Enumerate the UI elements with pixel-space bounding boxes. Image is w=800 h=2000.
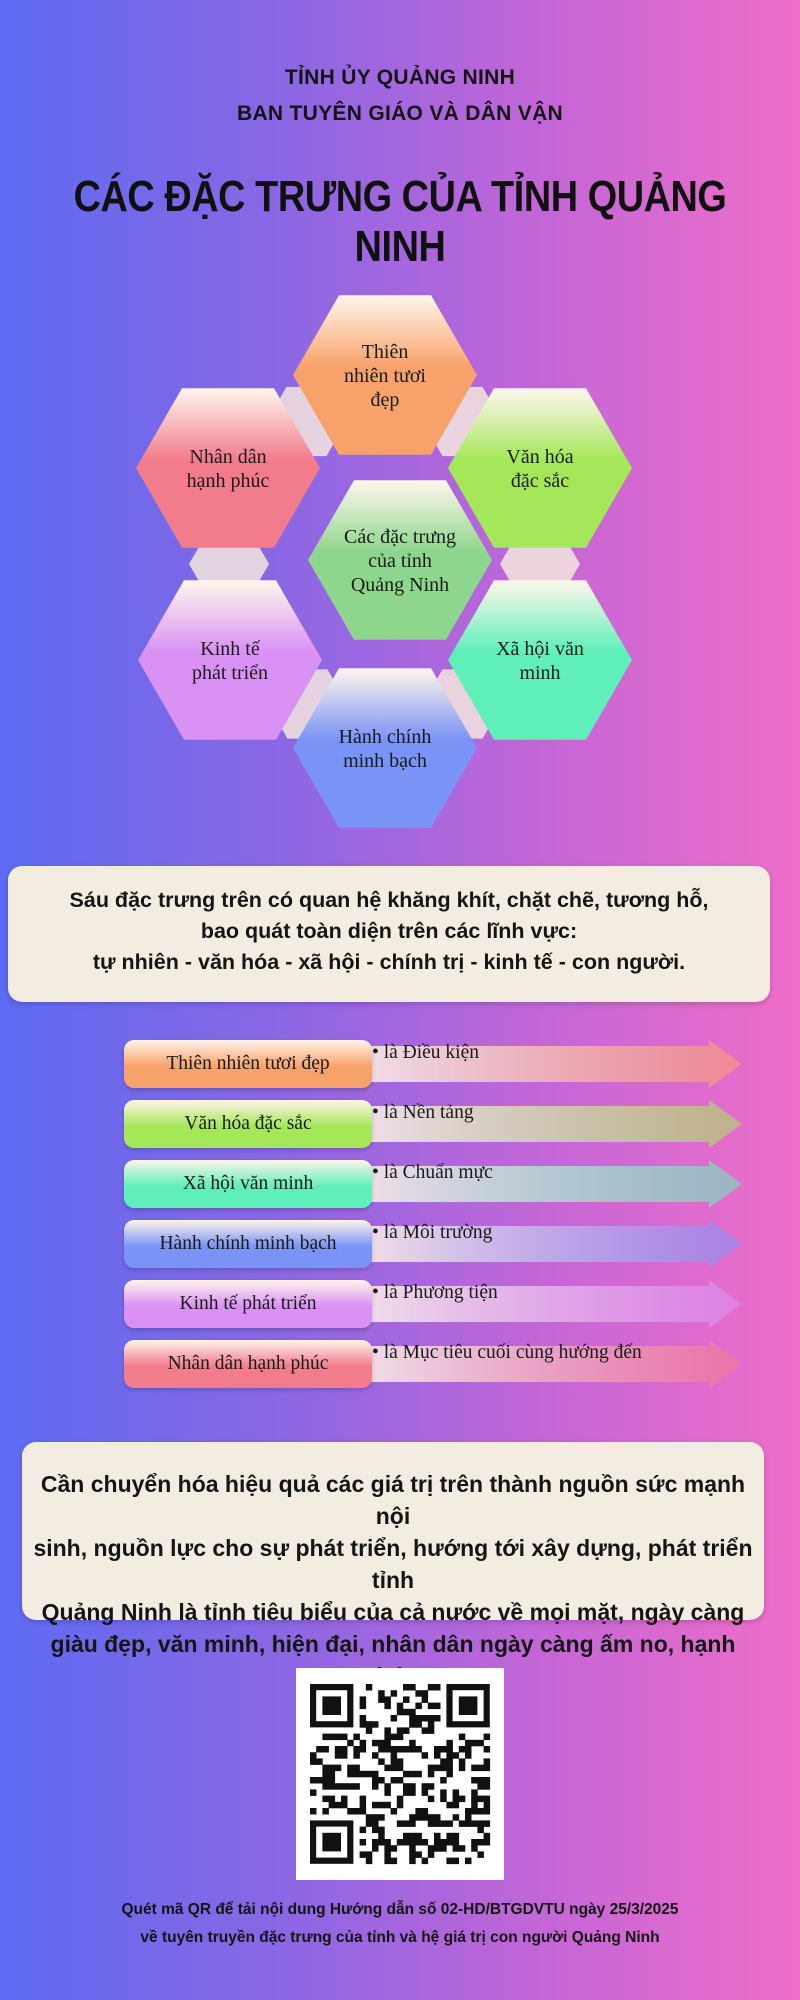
roles-list: [0, 1036, 800, 1396]
role-row: [124, 1336, 744, 1392]
conclusion-line-1: Cần chuyển hóa hiệu quả các giá trị trên thành nguồn sức mạnh nội: [40, 1471, 746, 1529]
role-description: • là Điều kiện: [372, 1042, 480, 1063]
qr-code-image: [296, 1668, 504, 1880]
role-description: • là Nền tảng: [372, 1102, 474, 1123]
conclusion-line-2: sinh, nguồn lực cho sự phát triển, hướng tới xây dựng, phát triển tỉnh: [33, 1535, 753, 1593]
role-label: Văn hóa đặc sắc: [124, 1100, 372, 1148]
role-label: Thiên nhiên tươi đẹp: [124, 1040, 372, 1088]
hexagon-node-4-label: Hành chính: [338, 726, 432, 748]
hexagon-node-1-label: nhiên tươi: [344, 365, 426, 387]
role-row: [124, 1276, 744, 1332]
conclusion-line-3: Quảng Ninh là tỉnh tiêu biểu của cả nước về mọi mặt, ngày càng: [41, 1599, 745, 1625]
characteristics-hexagon-diagram: [0, 280, 800, 840]
hexagon-center-label: Quảng Ninh: [350, 574, 450, 596]
qr-caption-line-1: Quét mã QR để tải nội dung Hướng dẫn số 02-HD/BTGDVTU ngày 25/3/2025: [121, 1901, 679, 1918]
hexagon-center-label: Các đặc trưng: [344, 526, 456, 548]
role-description: • là Chuẩn mực: [372, 1162, 493, 1183]
hexagon-center-label: của tỉnh: [368, 550, 432, 572]
hexagon-center: [308, 480, 492, 639]
role-row: [124, 1036, 744, 1092]
department-name: BAN TUYÊN GIÁO VÀ DÂN VẬN: [236, 102, 564, 125]
qr-caption-line-2: về tuyên truyền đặc trưng của tỉnh và hệ giá trị con người Quảng Ninh: [140, 1929, 660, 1946]
summary-box: [8, 866, 770, 1002]
page-title: CÁC ĐẶC TRƯNG CỦA TỈNH QUẢNG NINH: [73, 172, 727, 271]
hexagon-node-5-label: phát triển: [191, 662, 269, 684]
organization-name: TỈNH ỦY QUẢNG NINH: [284, 66, 516, 89]
role-description: • là Môi trường: [372, 1222, 493, 1243]
role-label: Hành chính minh bạch: [124, 1220, 372, 1268]
hexagon-node-6-label: hạnh phúc: [186, 470, 270, 492]
hexagon-node-3-label: minh: [519, 662, 561, 684]
hexagon-node-2-label: đặc sắc: [510, 470, 570, 492]
summary-line-1: Sáu đặc trưng trên có quan hệ khăng khít, chặt chẽ, tương hỗ,: [69, 888, 709, 912]
hexagon-node-1-label: Thiên: [361, 341, 409, 363]
qr-code[interactable]: [296, 1668, 504, 1880]
role-label: Nhân dân hạnh phúc: [124, 1340, 372, 1388]
conclusion-box: [22, 1442, 764, 1657]
role-row: [124, 1156, 744, 1212]
role-description: • là Phương tiện: [372, 1282, 498, 1303]
hexagon-node-6-label: Nhân dân: [189, 446, 267, 468]
summary-line-3: tự nhiên - văn hóa - xã hội - chính trị - kinh tế - con người.: [92, 950, 686, 974]
role-description: • là Mục tiêu cuối cùng hướng đến: [372, 1342, 642, 1363]
hexagon-node-5-label: Kinh tế: [200, 638, 260, 660]
role-label: Kinh tế phát triển: [124, 1280, 372, 1328]
role-label: Xã hội văn minh: [124, 1160, 372, 1208]
hexagon-node-4-label: minh bạch: [343, 750, 427, 772]
role-row: [124, 1216, 744, 1272]
hexagon-node-1-label: đẹp: [370, 389, 400, 411]
role-row: [124, 1096, 744, 1152]
hexagon-node-2-label: Văn hóa: [506, 446, 574, 468]
hexagon-node-3-label: Xã hội văn: [496, 638, 584, 660]
summary-line-2: bao quát toàn diện trên các lĩnh vực:: [200, 919, 578, 943]
conclusion-line-4: giàu đẹp, văn minh, hiện đại, nhân dân ngày càng ấm no, hạnh: [50, 1631, 736, 1657]
